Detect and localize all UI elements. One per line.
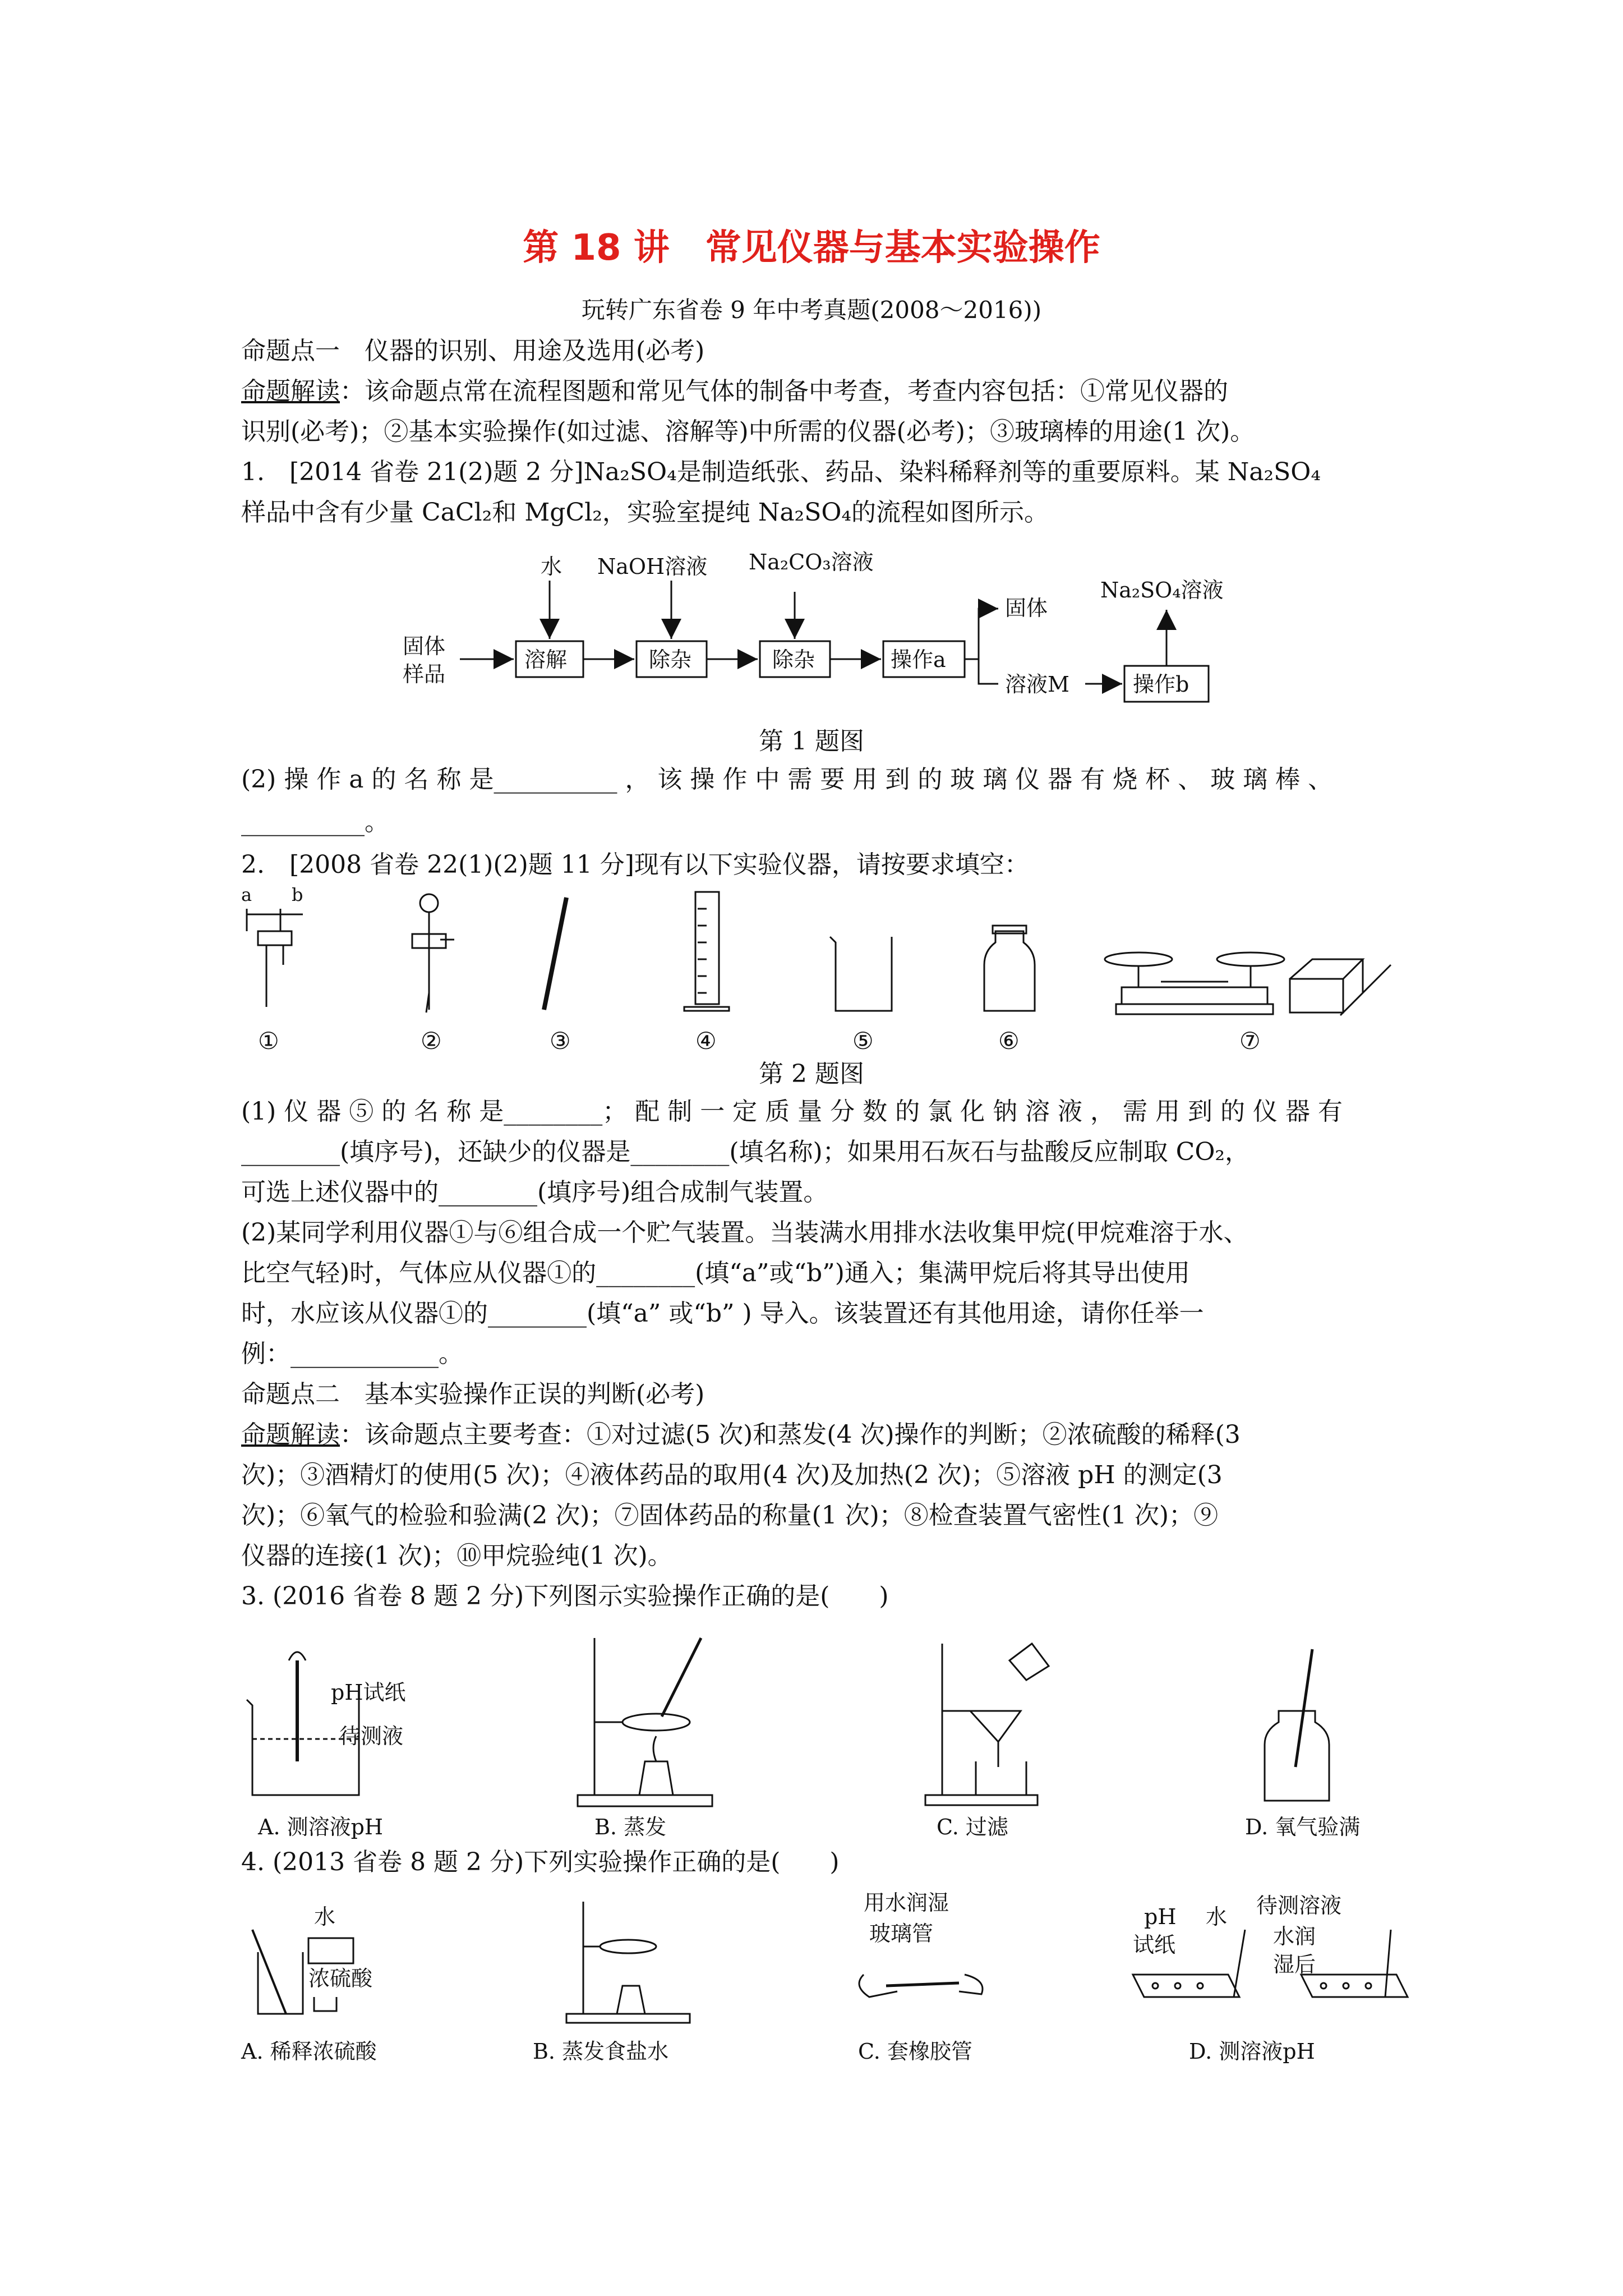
instrument-1-a: a — [241, 884, 252, 905]
instrument-num-3: ③ — [550, 1027, 571, 1055]
flow-remove-1: 除杂 — [649, 647, 692, 672]
section-2-interpretation — [241, 1418, 1391, 1452]
page-subtitle: 玩转广东省卷 9 年中考真题(2008～2016)) — [581, 296, 1042, 324]
q4-option-d: D. 测溶液pH — [1189, 2039, 1315, 2064]
q3-d-drawing — [1265, 1649, 1329, 1801]
flow-sample-1: 固体 — [403, 634, 446, 659]
s2-text-3: 次)；⑥氧气的检验和验满(2 次)；⑦固体药品的称量(1 次)；⑧检查装置气密性(1 次)；⑨ — [241, 1501, 1219, 1530]
instrument-num-7: ⑦ — [1239, 1027, 1261, 1055]
flow-op-b: 操作b — [1133, 672, 1189, 697]
q4-acid-label: 浓硫酸 — [308, 1966, 373, 1991]
q4-tested-label: 待测溶液 — [1256, 1893, 1342, 1918]
flow-dissolve: 溶解 — [524, 647, 568, 672]
instrument-1-b: b — [292, 884, 303, 905]
interp-text-2: 识别(必考)；②基本实验操作(如过滤、溶解等)中所需的仪器(必考)；③玻璃棒的用途(1 次)。 — [241, 417, 1255, 446]
q3-option-b: B. 蒸发 — [594, 1815, 667, 1839]
q3-ph-paper-label: pH试纸 — [331, 1680, 406, 1705]
q1-figure-caption: 第 1 题图 — [759, 727, 864, 756]
flow-water: 水 — [541, 554, 562, 579]
instrument-2 — [412, 894, 454, 1013]
instrument-5 — [830, 937, 892, 1011]
q2-instruments-figure — [236, 881, 1424, 1060]
section-1-heading: 命题点一 仪器的识别、用途及选用(必考) — [241, 337, 705, 365]
q4-wet-after-1: 水润 — [1273, 1924, 1316, 1949]
q2-part1-line1: (1) 仪 器 ⑤ 的 名 称 是________； 配 制 一 定 质 量 分 数 的 氯 化 钠 溶 液 ， 需 用 到 的 仪 器 有 — [241, 1097, 1343, 1126]
flow-na2co3: Na₂CO₃溶液 — [749, 550, 874, 574]
q2-part1-line3: 可选上述仪器中的________(填序号)组合成制气装置。 — [241, 1178, 828, 1207]
flow-sample-2: 样品 — [403, 662, 446, 687]
q4-option-c: C. 套橡胶管 — [858, 2039, 972, 2064]
instrument-num-1: ① — [258, 1027, 279, 1055]
q3-c-drawing — [925, 1644, 1049, 1805]
q1-part2-line2: __________。 — [241, 808, 389, 836]
q3-stem: 3. (2016 省卷 8 题 2 分)下列图示实验操作正确的是( ) — [241, 1582, 889, 1611]
q3-liquid-label: 待测液 — [339, 1724, 404, 1749]
q2-stem: 2. [2008 省卷 22(1)(2)题 11 分]现有以下实验仪器，请按要求填空： — [241, 850, 1029, 879]
q3-b-drawing — [578, 1638, 712, 1806]
q1-flow-diagram — [381, 547, 1256, 704]
q3-option-a: A. 测溶液pH — [258, 1815, 384, 1839]
page-title: 第 18 讲 常见仪器与基本实验操作 — [523, 227, 1100, 269]
q4-ph-label-1: pH — [1144, 1904, 1177, 1929]
flow-solid: 固体 — [1005, 596, 1048, 620]
instrument-6 — [984, 931, 1035, 1011]
q4-wet-label-2: 玻璃管 — [869, 1921, 934, 1946]
flow-op-a: 操作a — [891, 647, 946, 672]
q1-stem-1: 1. [2014 省卷 21(2)题 2 分]Na₂SO₄是制造纸张、药品、染料稀释剂等的重要原料。某 Na₂SO₄ — [241, 458, 1321, 486]
s2-text-2: 次)；③酒精灯的使用(5 次)；④液体药品的取用(4 次)及加热(2 次)；⑤溶液 pH 的测定(3 — [241, 1461, 1223, 1489]
q4-wet-after-2: 湿后 — [1273, 1952, 1316, 1977]
flow-solution-m: 溶液M — [1005, 672, 1069, 697]
q4-stem: 4. (2013 省卷 8 题 2 分)下列实验操作正确的是( ) — [241, 1848, 840, 1876]
q2-figure-caption: 第 2 题图 — [759, 1060, 864, 1088]
q4-water-label: 水 — [314, 1904, 336, 1929]
q2-part2-line1: (2)某同学利用仪器①与⑥组合成一个贮气装置。当装满水用排水法收集甲烷(甲烷难溶于水、 — [241, 1218, 1248, 1247]
q4-option-b: B. 蒸发食盐水 — [533, 2039, 669, 2064]
interp-text-1: ：该命题点常在流程图题和常见气体的制备中考查，考查内容包括：①常见仪器的 — [340, 377, 1228, 406]
s2-text-1: ：该命题点主要考查：①对过滤(5 次)和蒸发(4 次)操作的判断；②浓硫酸的稀释(3 — [340, 1420, 1241, 1449]
instrument-7 — [1105, 953, 1391, 1015]
interp-label-2: 命题解读 — [241, 1420, 340, 1449]
flow-remove-2: 除杂 — [772, 647, 815, 672]
section-2-heading: 命题点二 基本实验操作正误的判断(必考) — [241, 1380, 705, 1409]
q2-part1-line2: ________(填序号)，还缺少的仪器是________(填名称)；如果用石灰石与盐酸反应制取 CO₂， — [241, 1138, 1250, 1166]
q4-figure — [236, 1885, 1413, 2087]
q2-part2-line4: 例：____________。 — [241, 1340, 463, 1368]
instrument-6-cap — [993, 926, 1026, 933]
section-1-interpretation — [241, 375, 1391, 408]
instrument-num-6: ⑥ — [998, 1027, 1020, 1055]
instrument-3 — [544, 898, 566, 1010]
q1-stem-2: 样品中含有少量 CaCl₂和 MgCl₂，实验室提纯 Na₂SO₄的流程如图所示。 — [241, 498, 1049, 527]
instrument-1 — [247, 909, 303, 1007]
q2-part2-line3: 时，水应该从仪器①的________(填“a” 或“b” ) 导入。该装置还有其他用途，请你任举一 — [241, 1299, 1204, 1328]
q4-c-drawing — [859, 1975, 983, 1997]
q3-option-c: C. 过滤 — [937, 1815, 1008, 1839]
q4-option-a: A. 稀释浓硫酸 — [241, 2039, 377, 2064]
instrument-num-5: ⑤ — [852, 1027, 874, 1055]
interp-label: 命题解读 — [241, 377, 340, 406]
instrument-4 — [684, 892, 729, 1011]
q4-water2-label: 水 — [1206, 1904, 1228, 1929]
q4-ph-label-2: 试纸 — [1133, 1932, 1176, 1957]
instrument-num-4: ④ — [695, 1027, 717, 1055]
flow-na2so4: Na₂SO₄溶液 — [1100, 578, 1224, 602]
q3-option-d: D. 氧气验满 — [1245, 1815, 1361, 1839]
q3-figure — [236, 1627, 1413, 1840]
q2-part2-line2: 比空气轻)时，气体应从仪器①的________(填“a”或“b”)通入；集满甲烷后将其导出使用 — [241, 1259, 1190, 1287]
instrument-num-2: ② — [421, 1027, 442, 1055]
s2-text-4: 仪器的连接(1 次)；⑩甲烷验纯(1 次)。 — [241, 1542, 672, 1570]
flow-naoh: NaOH溶液 — [597, 554, 708, 579]
q4-b-drawing — [566, 1902, 690, 2023]
q1-part2-line1: (2) 操 作 a 的 名 称 是__________ ， 该 操 作 中 需 要 用 到 的 玻 璃 仪 器 有 烧 杯 、 玻 璃 棒 、 — [241, 765, 1333, 794]
q4-wet-label-1: 用水润湿 — [864, 1890, 949, 1915]
